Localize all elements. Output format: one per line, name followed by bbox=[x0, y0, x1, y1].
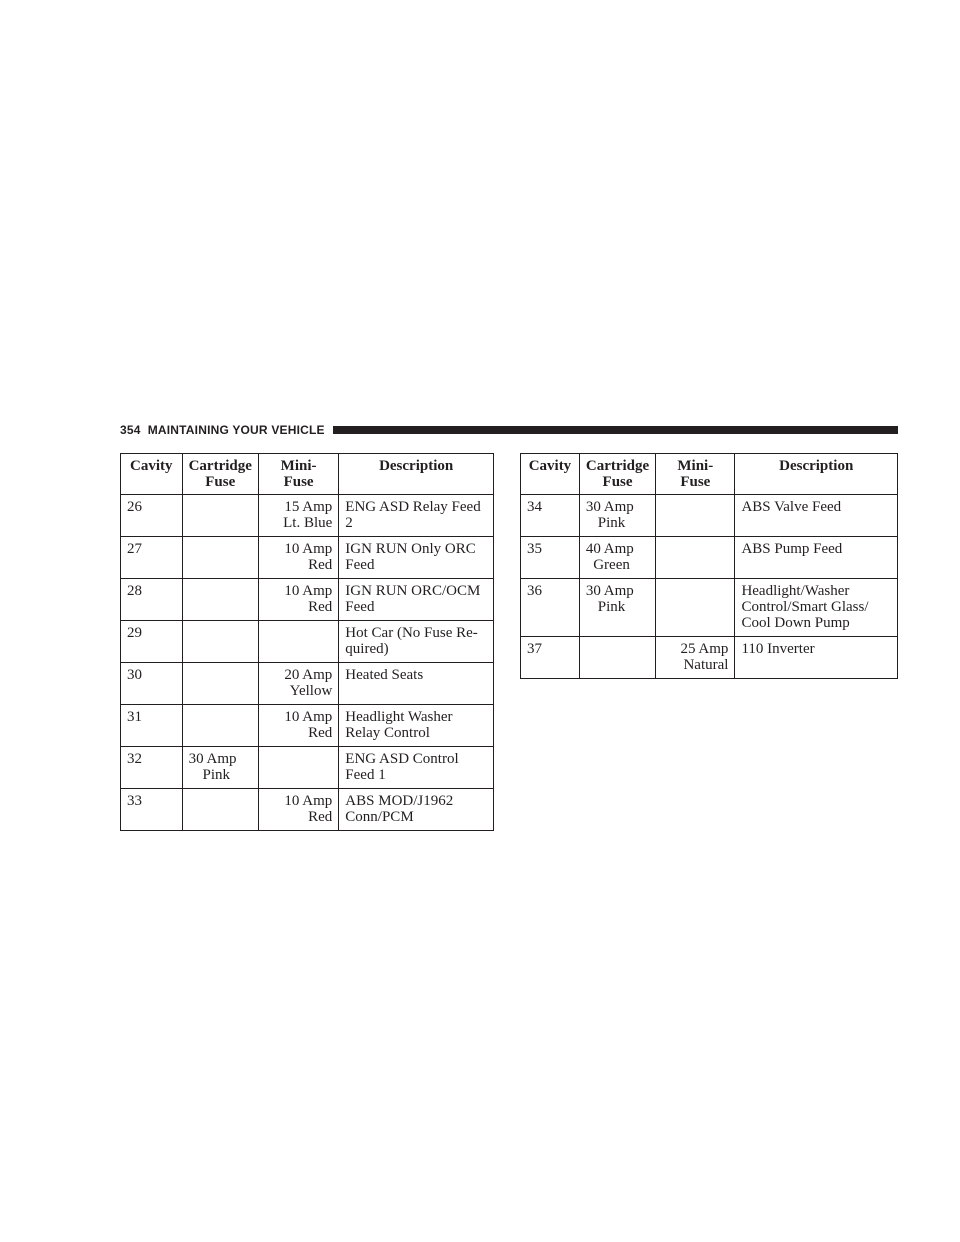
mini-fuse-cell bbox=[258, 621, 338, 663]
table-row bbox=[121, 663, 494, 705]
mini-fuse-cell bbox=[258, 747, 338, 789]
cavity-cell bbox=[521, 579, 580, 637]
table-row bbox=[521, 495, 898, 537]
cartridge-cell bbox=[182, 663, 258, 705]
mini-fuse-cell-text: Red bbox=[308, 725, 333, 741]
description-cell bbox=[339, 747, 494, 789]
cartridge-cell bbox=[182, 579, 258, 621]
description-cell bbox=[339, 789, 494, 831]
table-row bbox=[521, 537, 898, 579]
mini-fuse-cell bbox=[258, 705, 338, 747]
mini-fuse-cell bbox=[258, 579, 338, 621]
col-header-mini: Mini- Fuse bbox=[656, 454, 735, 495]
description-cell-text: Heated Seats bbox=[345, 667, 424, 683]
fuse-table-right bbox=[520, 453, 898, 679]
mini-fuse-cell-text: 20 Amp bbox=[284, 667, 333, 683]
mini-fuse-cell-text: Red bbox=[308, 557, 333, 573]
table-row bbox=[521, 579, 898, 637]
section-title: MAINTAINING YOUR VEHICLE bbox=[147, 423, 325, 437]
header-rule bbox=[333, 426, 898, 434]
description-cell bbox=[339, 579, 494, 621]
mini-fuse-cell bbox=[656, 537, 735, 579]
table-row bbox=[121, 579, 494, 621]
col-header-cavity: Cavity bbox=[121, 454, 183, 495]
cavity-cell bbox=[521, 495, 580, 537]
cartridge-cell-text: Green bbox=[593, 557, 630, 573]
cavity-cell-text: 34 bbox=[527, 499, 542, 515]
cavity-cell bbox=[121, 789, 183, 831]
table-row bbox=[121, 747, 494, 789]
description-cell-text: Headlight Washer bbox=[345, 709, 453, 725]
table-row bbox=[121, 537, 494, 579]
description-cell-text: Hot Car (No Fuse Re- bbox=[345, 625, 478, 641]
mini-fuse-cell bbox=[656, 579, 735, 637]
cavity-cell-text: 26 bbox=[127, 499, 142, 515]
description-cell-text: ABS MOD/J1962 bbox=[345, 793, 454, 809]
cavity-cell-text: 29 bbox=[127, 625, 142, 641]
description-cell-text: Headlight/Washer bbox=[741, 583, 850, 599]
description-cell-text: Cool Down Pump bbox=[741, 615, 850, 631]
description-cell-text: Conn/PCM bbox=[345, 809, 414, 825]
cartridge-cell bbox=[182, 789, 258, 831]
table-row bbox=[121, 621, 494, 663]
col-header-description: Description bbox=[339, 454, 494, 495]
page-header bbox=[120, 422, 898, 438]
description-cell bbox=[735, 579, 898, 637]
mini-fuse-cell-text: 15 Amp bbox=[284, 499, 333, 515]
cavity-cell-text: 35 bbox=[527, 541, 542, 557]
cavity-cell-text: 36 bbox=[527, 583, 542, 599]
cartridge-cell bbox=[182, 747, 258, 789]
description-cell-text: Feed bbox=[345, 557, 375, 573]
cavity-cell-text: 28 bbox=[127, 583, 142, 599]
cartridge-cell bbox=[579, 637, 655, 679]
cartridge-cell-text: Pink bbox=[202, 767, 230, 783]
cartridge-cell-text: 30 Amp bbox=[585, 583, 634, 599]
cavity-cell bbox=[121, 495, 183, 537]
cavity-cell-text: 33 bbox=[127, 793, 142, 809]
description-cell-text: 110 Inverter bbox=[741, 641, 815, 657]
mini-fuse-cell-text: 10 Amp bbox=[284, 541, 333, 557]
mini-fuse-cell bbox=[258, 537, 338, 579]
mini-fuse-cell-text: 10 Amp bbox=[284, 793, 333, 809]
cavity-cell bbox=[521, 537, 580, 579]
description-cell-text: Control/Smart Glass/ bbox=[741, 599, 869, 615]
page-number: 354 bbox=[120, 423, 141, 437]
cavity-cell bbox=[121, 537, 183, 579]
mini-fuse-cell bbox=[258, 495, 338, 537]
cartridge-cell-text: 30 Amp bbox=[585, 499, 634, 515]
col-header-mini: Mini- Fuse bbox=[258, 454, 338, 495]
cartridge-cell bbox=[182, 705, 258, 747]
description-cell-text: ENG ASD Relay Feed bbox=[345, 499, 481, 515]
cartridge-cell bbox=[579, 579, 655, 637]
description-cell-text: ABS Pump Feed bbox=[741, 541, 843, 557]
mini-fuse-cell-text: 10 Amp bbox=[284, 709, 333, 725]
description-cell-text: 2 bbox=[345, 515, 353, 531]
mini-fuse-cell-text: Red bbox=[308, 599, 333, 615]
cavity-cell bbox=[121, 747, 183, 789]
table-row bbox=[121, 495, 494, 537]
mini-fuse-cell bbox=[258, 789, 338, 831]
mini-fuse-cell bbox=[656, 637, 735, 679]
description-cell-text: IGN RUN ORC/OCM bbox=[345, 583, 481, 599]
page-header-text bbox=[120, 423, 325, 437]
cartridge-cell bbox=[182, 621, 258, 663]
description-cell bbox=[339, 537, 494, 579]
cavity-cell-text: 27 bbox=[127, 541, 142, 557]
description-cell bbox=[735, 495, 898, 537]
table-header-row bbox=[121, 454, 494, 495]
description-cell bbox=[339, 621, 494, 663]
cavity-cell bbox=[121, 705, 183, 747]
description-cell-text: Relay Control bbox=[345, 725, 430, 741]
mini-fuse-cell bbox=[656, 495, 735, 537]
cartridge-cell-text: Pink bbox=[597, 599, 626, 615]
cavity-cell bbox=[121, 663, 183, 705]
description-cell-text: ENG ASD Control bbox=[345, 751, 459, 767]
cavity-cell-text: 31 bbox=[127, 709, 142, 725]
description-cell bbox=[339, 495, 494, 537]
description-cell bbox=[339, 705, 494, 747]
cavity-cell-text: 37 bbox=[527, 641, 542, 657]
cartridge-cell bbox=[182, 537, 258, 579]
fuse-table-left bbox=[120, 453, 494, 831]
col-header-cartridge: Cartridge Fuse bbox=[182, 454, 258, 495]
table-row bbox=[521, 637, 898, 679]
mini-fuse-cell-text: Natural bbox=[683, 657, 729, 673]
cavity-cell bbox=[521, 637, 580, 679]
mini-fuse-cell bbox=[258, 663, 338, 705]
cartridge-cell bbox=[579, 495, 655, 537]
mini-fuse-cell-text: Lt. Blue bbox=[283, 515, 333, 531]
cartridge-cell-text: Pink bbox=[597, 515, 626, 531]
description-cell-text: quired) bbox=[345, 641, 389, 657]
cavity-cell-text: 32 bbox=[127, 751, 142, 767]
cartridge-cell bbox=[579, 537, 655, 579]
description-cell bbox=[735, 637, 898, 679]
cavity-cell-text: 30 bbox=[127, 667, 142, 683]
table-row bbox=[121, 789, 494, 831]
description-cell-text: Feed 1 bbox=[345, 767, 386, 783]
col-header-description: Description bbox=[735, 454, 898, 495]
col-header-cavity: Cavity bbox=[521, 454, 580, 495]
table-row bbox=[121, 705, 494, 747]
mini-fuse-cell-text: Red bbox=[308, 809, 333, 825]
description-cell-text: IGN RUN Only ORC bbox=[345, 541, 476, 557]
description-cell bbox=[339, 663, 494, 705]
cavity-cell bbox=[121, 621, 183, 663]
cartridge-cell-text: 40 Amp bbox=[585, 541, 634, 557]
description-cell-text: ABS Valve Feed bbox=[741, 499, 842, 515]
mini-fuse-cell-text: 25 Amp bbox=[680, 641, 729, 657]
col-header-cartridge: Cartridge Fuse bbox=[579, 454, 655, 495]
mini-fuse-cell-text: Yellow bbox=[289, 683, 333, 699]
cartridge-cell bbox=[182, 495, 258, 537]
cavity-cell bbox=[121, 579, 183, 621]
cartridge-cell-text: 30 Amp bbox=[188, 751, 237, 767]
table-header-row bbox=[521, 454, 898, 495]
mini-fuse-cell-text: 10 Amp bbox=[284, 583, 333, 599]
description-cell bbox=[735, 537, 898, 579]
description-cell-text: Feed bbox=[345, 599, 375, 615]
